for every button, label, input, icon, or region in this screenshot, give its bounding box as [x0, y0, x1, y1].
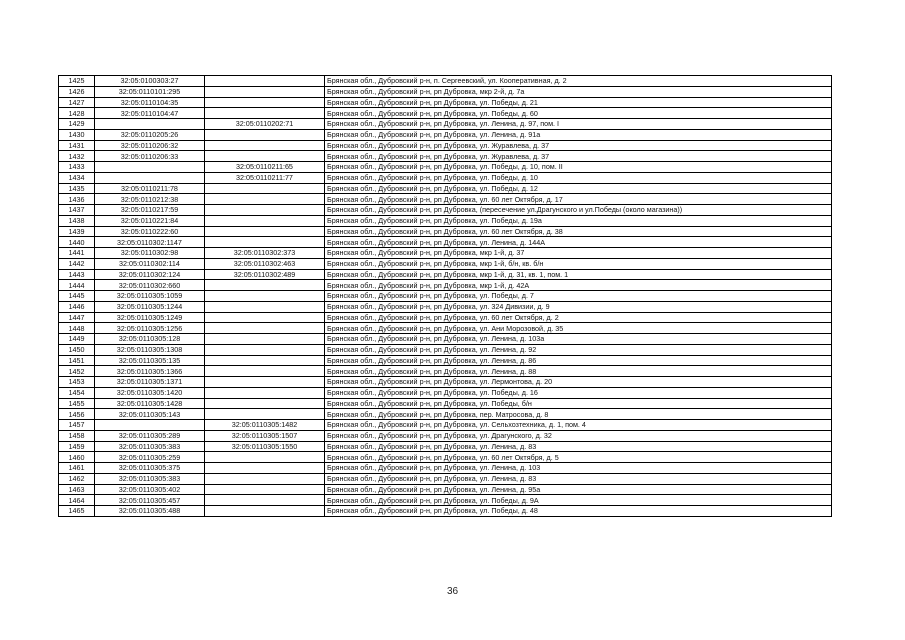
- table-row: [59, 108, 832, 119]
- address-cell: Брянская обл., Дубровский р-н, рп Дубровка, ул. Драгунского, д. 32: [325, 430, 832, 441]
- row-number-cell: 1445: [59, 291, 95, 302]
- building-cadastral-number-cell: [205, 366, 325, 377]
- address-cell: Брянская обл., Дубровский р-н, рп Дубровка, ул. Победы, д. 12: [325, 183, 832, 194]
- building-cadastral-number-cell: 32:05:0110302:463: [205, 258, 325, 269]
- cadastral-number-cell: 32:05:0110305:259: [95, 452, 205, 463]
- row-number-cell: 1430: [59, 129, 95, 140]
- row-number-cell: 1446: [59, 301, 95, 312]
- address-cell: Брянская обл., Дубровский р-н, п. Сергеевский, ул. Кооперативная, д. 2: [325, 76, 832, 87]
- row-number-cell: 1428: [59, 108, 95, 119]
- building-cadastral-number-cell: 32:05:0110305:1507: [205, 430, 325, 441]
- cadastral-number-cell: [95, 162, 205, 173]
- address-cell: Брянская обл., Дубровский р-н, рп Дубровка, ул. Победы, д. 10, пом. II: [325, 162, 832, 173]
- building-cadastral-number-cell: 32:05:0110305:1550: [205, 441, 325, 452]
- building-cadastral-number-cell: [205, 237, 325, 248]
- address-cell: Брянская обл., Дубровский р-н, рп Дубровка, мкр 1-й, д. 37: [325, 248, 832, 259]
- address-cell: Брянская обл., Дубровский р-н, рп Дубровка, мкр 1-й, д. 42А: [325, 280, 832, 291]
- table-row: [59, 441, 832, 452]
- address-cell: Брянская обл., Дубровский р-н, рп Дубровка, ул. 60 лет Октября, д. 38: [325, 226, 832, 237]
- table-row: [59, 473, 832, 484]
- cadastral-number-cell: 32:05:0100303:27: [95, 76, 205, 87]
- address-cell: Брянская обл., Дубровский р-н, рп Дубровка, ул. 60 лет Октября, д. 5: [325, 452, 832, 463]
- table-row: [59, 344, 832, 355]
- address-cell: Брянская обл., Дубровский р-н, рп Дубровка, ул. Ленина, д. 83: [325, 473, 832, 484]
- table-row: [59, 248, 832, 259]
- building-cadastral-number-cell: [205, 86, 325, 97]
- table-row: [59, 86, 832, 97]
- cadastral-number-cell: 32:05:0110305:289: [95, 430, 205, 441]
- table-row: [59, 291, 832, 302]
- cadastral-number-cell: 32:05:0110206:32: [95, 140, 205, 151]
- cadastral-number-cell: 32:05:0110211:78: [95, 183, 205, 194]
- building-cadastral-number-cell: [205, 97, 325, 108]
- table-row: [59, 269, 832, 280]
- address-cell: Брянская обл., Дубровский р-н, рп Дубровка, ул. Ленина, д. 144А: [325, 237, 832, 248]
- row-number-cell: 1465: [59, 506, 95, 517]
- row-number-cell: 1453: [59, 377, 95, 388]
- row-number-cell: 1438: [59, 215, 95, 226]
- building-cadastral-number-cell: [205, 312, 325, 323]
- building-cadastral-number-cell: [205, 334, 325, 345]
- building-cadastral-number-cell: [205, 323, 325, 334]
- address-cell: Брянская обл., Дубровский р-н, рп Дубровка, ул. Победы, д. 16: [325, 387, 832, 398]
- address-cell: Брянская обл., Дубровский р-н, рп Дубровка, ул. Победы, д. 7: [325, 291, 832, 302]
- table-row: [59, 162, 832, 173]
- row-number-cell: 1436: [59, 194, 95, 205]
- table-row: [59, 409, 832, 420]
- table-row: [59, 495, 832, 506]
- building-cadastral-number-cell: [205, 463, 325, 474]
- building-cadastral-number-cell: [205, 108, 325, 119]
- cadastral-number-cell: 32:05:0110305:1059: [95, 291, 205, 302]
- building-cadastral-number-cell: 32:05:0110211:77: [205, 172, 325, 183]
- table-row: [59, 377, 832, 388]
- table-row: [59, 194, 832, 205]
- building-cadastral-number-cell: [205, 387, 325, 398]
- table-row: [59, 420, 832, 431]
- table-row: [59, 151, 832, 162]
- table-row: [59, 355, 832, 366]
- cadastral-number-cell: 32:05:0110305:383: [95, 473, 205, 484]
- building-cadastral-number-cell: [205, 205, 325, 216]
- cadastral-number-cell: [95, 119, 205, 130]
- table-row: [59, 387, 832, 398]
- address-cell: Брянская обл., Дубровский р-н, рп Дубровка, ул. Победы, д. 60: [325, 108, 832, 119]
- table-row: [59, 398, 832, 409]
- table-row: [59, 301, 832, 312]
- table-row: [59, 258, 832, 269]
- building-cadastral-number-cell: [205, 226, 325, 237]
- row-number-cell: 1460: [59, 452, 95, 463]
- building-cadastral-number-cell: [205, 280, 325, 291]
- table-row: [59, 323, 832, 334]
- row-number-cell: 1461: [59, 463, 95, 474]
- address-cell: Брянская обл., Дубровский р-н, рп Дубровка, (пересечение ул.Драгунского и ул.Победы (около магазина)): [325, 205, 832, 216]
- table-row: [59, 97, 832, 108]
- row-number-cell: 1431: [59, 140, 95, 151]
- row-number-cell: 1455: [59, 398, 95, 409]
- cadastral-number-cell: 32:05:0110221:84: [95, 215, 205, 226]
- address-cell: Брянская обл., Дубровский р-н, рп Дубровка, ул. 60 лет Октября, д. 17: [325, 194, 832, 205]
- cadastral-number-cell: 32:05:0110302:660: [95, 280, 205, 291]
- address-cell: Брянская обл., Дубровский р-н, рп Дубровка, ул. 60 лет Октября, д. 2: [325, 312, 832, 323]
- building-cadastral-number-cell: [205, 452, 325, 463]
- address-cell: Брянская обл., Дубровский р-н, рп Дубровка, пер. Матросова, д. 8: [325, 409, 832, 420]
- row-number-cell: 1435: [59, 183, 95, 194]
- row-number-cell: 1447: [59, 312, 95, 323]
- table-row: [59, 280, 832, 291]
- table-body: [59, 76, 832, 517]
- cadastral-number-cell: [95, 172, 205, 183]
- address-cell: Брянская обл., Дубровский р-н, рп Дубровка, ул. Победы, д. 19а: [325, 215, 832, 226]
- row-number-cell: 1441: [59, 248, 95, 259]
- row-number-cell: 1458: [59, 430, 95, 441]
- cadastral-number-cell: 32:05:0110305:1371: [95, 377, 205, 388]
- cadastral-number-cell: 32:05:0110305:375: [95, 463, 205, 474]
- building-cadastral-number-cell: [205, 291, 325, 302]
- row-number-cell: 1426: [59, 86, 95, 97]
- address-cell: Брянская обл., Дубровский р-н, рп Дубровка, ул. Сельхозтехника, д. 1, пом. 4: [325, 420, 832, 431]
- row-number-cell: 1459: [59, 441, 95, 452]
- table-row: [59, 119, 832, 130]
- building-cadastral-number-cell: [205, 129, 325, 140]
- cadastral-number-cell: 32:05:0110217:59: [95, 205, 205, 216]
- address-cell: Брянская обл., Дубровский р-н, рп Дубровка, ул. Ленина, д. 103: [325, 463, 832, 474]
- cadastral-number-cell: 32:05:0110305:402: [95, 484, 205, 495]
- cadastral-number-cell: 32:05:0110212:38: [95, 194, 205, 205]
- address-cell: Брянская обл., Дубровский р-н, рп Дубровка, ул. Журавлева, д. 37: [325, 140, 832, 151]
- building-cadastral-number-cell: [205, 194, 325, 205]
- building-cadastral-number-cell: [205, 484, 325, 495]
- building-cadastral-number-cell: [205, 506, 325, 517]
- table-row: [59, 237, 832, 248]
- table-row: [59, 366, 832, 377]
- cadastral-number-cell: 32:05:0110305:1366: [95, 366, 205, 377]
- row-number-cell: 1462: [59, 473, 95, 484]
- building-cadastral-number-cell: 32:05:0110302:489: [205, 269, 325, 280]
- building-cadastral-number-cell: [205, 183, 325, 194]
- cadastral-number-cell: 32:05:0110305:1256: [95, 323, 205, 334]
- building-cadastral-number-cell: 32:05:0110202:71: [205, 119, 325, 130]
- cadastral-number-cell: 32:05:0110305:457: [95, 495, 205, 506]
- address-cell: Брянская обл., Дубровский р-н, рп Дубровка, мкр 1-й, б/н, кв. б/н: [325, 258, 832, 269]
- cadastral-number-cell: 32:05:0110305:128: [95, 334, 205, 345]
- building-cadastral-number-cell: [205, 355, 325, 366]
- table-row: [59, 506, 832, 517]
- address-cell: Брянская обл., Дубровский р-н, рп Дубровка, ул. Ленина, д. 88: [325, 366, 832, 377]
- building-cadastral-number-cell: [205, 76, 325, 87]
- row-number-cell: 1443: [59, 269, 95, 280]
- address-cell: Брянская обл., Дубровский р-н, рп Дубровка, ул. Победы, д. 48: [325, 506, 832, 517]
- row-number-cell: 1437: [59, 205, 95, 216]
- row-number-cell: 1440: [59, 237, 95, 248]
- cadastral-number-cell: 32:05:0110302:114: [95, 258, 205, 269]
- address-cell: Брянская обл., Дубровский р-н, рп Дубровка, ул. Ани Морозовой, д. 35: [325, 323, 832, 334]
- address-cell: Брянская обл., Дубровский р-н, рп Дубровка, ул. Победы, б/н: [325, 398, 832, 409]
- table-row: [59, 484, 832, 495]
- row-number-cell: 1463: [59, 484, 95, 495]
- address-cell: Брянская обл., Дубровский р-н, рп Дубровка, ул. Победы, д. 21: [325, 97, 832, 108]
- building-cadastral-number-cell: 32:05:0110302:373: [205, 248, 325, 259]
- cadastral-number-cell: 32:05:0110206:33: [95, 151, 205, 162]
- row-number-cell: 1451: [59, 355, 95, 366]
- row-number-cell: 1454: [59, 387, 95, 398]
- row-number-cell: 1464: [59, 495, 95, 506]
- row-number-cell: 1442: [59, 258, 95, 269]
- address-cell: Брянская обл., Дубровский р-н, рп Дубровка, ул. Ленина, д. 86: [325, 355, 832, 366]
- cadastral-number-cell: 32:05:0110305:143: [95, 409, 205, 420]
- row-number-cell: 1429: [59, 119, 95, 130]
- cadastral-number-cell: 32:05:0110104:35: [95, 97, 205, 108]
- cadastral-number-cell: [95, 420, 205, 431]
- table-row: [59, 183, 832, 194]
- row-number-cell: 1444: [59, 280, 95, 291]
- cadastral-number-cell: 32:05:0110305:1308: [95, 344, 205, 355]
- row-number-cell: 1452: [59, 366, 95, 377]
- table-row: [59, 312, 832, 323]
- address-cell: Брянская обл., Дубровский р-н, рп Дубровка, ул. Победы, д. 10: [325, 172, 832, 183]
- cadastral-number-cell: 32:05:0110302:1147: [95, 237, 205, 248]
- address-cell: Брянская обл., Дубровский р-н, рп Дубровка, ул. Ленина, д. 92: [325, 344, 832, 355]
- cadastral-number-cell: 32:05:0110101:295: [95, 86, 205, 97]
- row-number-cell: 1434: [59, 172, 95, 183]
- cadastral-number-cell: 32:05:0110305:135: [95, 355, 205, 366]
- address-cell: Брянская обл., Дубровский р-н, рп Дубровка, ул. Ленина, д. 83: [325, 441, 832, 452]
- row-number-cell: 1450: [59, 344, 95, 355]
- table-row: [59, 76, 832, 87]
- cadastral-number-cell: 32:05:0110305:488: [95, 506, 205, 517]
- row-number-cell: 1427: [59, 97, 95, 108]
- address-cell: Брянская обл., Дубровский р-н, рп Дубровка, ул. Ленина, д. 103а: [325, 334, 832, 345]
- building-cadastral-number-cell: [205, 151, 325, 162]
- row-number-cell: 1433: [59, 162, 95, 173]
- cadastral-number-cell: 32:05:0110104:47: [95, 108, 205, 119]
- address-cell: Брянская обл., Дубровский р-н, рп Дубровка, ул. Ленина, д. 91а: [325, 129, 832, 140]
- address-cell: Брянская обл., Дубровский р-н, рп Дубровка, мкр 2-й, д. 7а: [325, 86, 832, 97]
- building-cadastral-number-cell: [205, 495, 325, 506]
- cadastral-number-cell: 32:05:0110305:1420: [95, 387, 205, 398]
- row-number-cell: 1449: [59, 334, 95, 345]
- address-cell: Брянская обл., Дубровский р-н, рп Дубровка, ул. Лермонтова, д. 20: [325, 377, 832, 388]
- address-cell: Брянская обл., Дубровский р-н, рп Дубровка, ул. Победы, д. 9А: [325, 495, 832, 506]
- cadastral-number-cell: 32:05:0110302:124: [95, 269, 205, 280]
- address-cell: Брянская обл., Дубровский р-н, рп Дубровка, ул. Ленина, д. 95а: [325, 484, 832, 495]
- building-cadastral-number-cell: 32:05:0110211:65: [205, 162, 325, 173]
- row-number-cell: 1432: [59, 151, 95, 162]
- property-table: [58, 75, 832, 517]
- table-row: [59, 140, 832, 151]
- address-cell: Брянская обл., Дубровский р-н, рп Дубровка, ул. Ленина, д. 97, пом. I: [325, 119, 832, 130]
- building-cadastral-number-cell: [205, 301, 325, 312]
- table-row: [59, 226, 832, 237]
- page-number: 36: [446, 586, 459, 597]
- building-cadastral-number-cell: [205, 398, 325, 409]
- row-number-cell: 1448: [59, 323, 95, 334]
- cadastral-number-cell: 32:05:0110305:383: [95, 441, 205, 452]
- table-row: [59, 334, 832, 345]
- cadastral-number-cell: 32:05:0110305:1244: [95, 301, 205, 312]
- building-cadastral-number-cell: [205, 409, 325, 420]
- building-cadastral-number-cell: [205, 473, 325, 484]
- address-cell: Брянская обл., Дубровский р-н, рп Дубровка, мкр 1-й, д. 31, кв. 1, пом. 1: [325, 269, 832, 280]
- address-cell: Брянская обл., Дубровский р-н, рп Дубровка, ул. 324 Дивизии, д. 9: [325, 301, 832, 312]
- building-cadastral-number-cell: [205, 215, 325, 226]
- cadastral-number-cell: 32:05:0110305:1428: [95, 398, 205, 409]
- table-row: [59, 430, 832, 441]
- row-number-cell: 1425: [59, 76, 95, 87]
- cadastral-number-cell: 32:05:0110205:26: [95, 129, 205, 140]
- row-number-cell: 1456: [59, 409, 95, 420]
- table-row: [59, 205, 832, 216]
- table-row: [59, 452, 832, 463]
- row-number-cell: 1457: [59, 420, 95, 431]
- building-cadastral-number-cell: [205, 140, 325, 151]
- cadastral-number-cell: 32:05:0110305:1249: [95, 312, 205, 323]
- address-cell: Брянская обл., Дубровский р-н, рп Дубровка, ул. Журавлева, д. 37: [325, 151, 832, 162]
- building-cadastral-number-cell: [205, 377, 325, 388]
- table-row: [59, 172, 832, 183]
- building-cadastral-number-cell: [205, 344, 325, 355]
- row-number-cell: 1439: [59, 226, 95, 237]
- table-row: [59, 463, 832, 474]
- table-row: [59, 215, 832, 226]
- cadastral-number-cell: 32:05:0110222:60: [95, 226, 205, 237]
- cadastral-number-cell: 32:05:0110302:98: [95, 248, 205, 259]
- building-cadastral-number-cell: 32:05:0110305:1482: [205, 420, 325, 431]
- table-row: [59, 129, 832, 140]
